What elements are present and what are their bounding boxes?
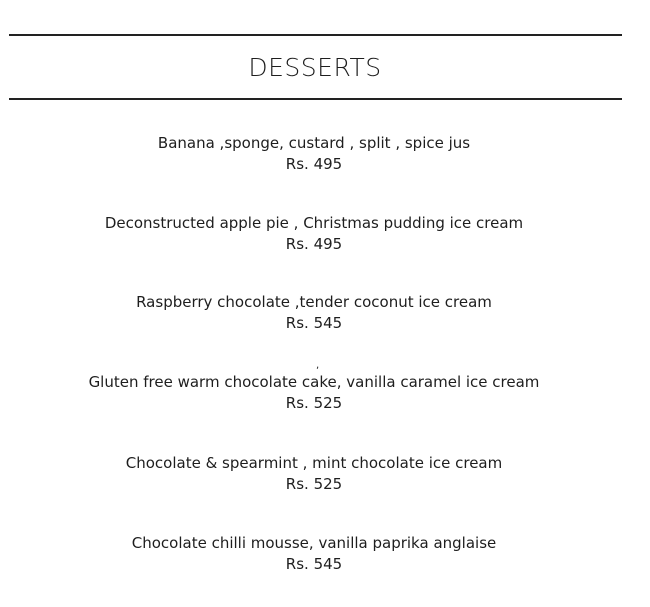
menu-item-name: Chocolate chilli mousse, vanilla paprika anglaise — [131, 534, 497, 552]
stray-mark: , — [316, 360, 320, 371]
menu-item — [0, 533, 628, 575]
menu-item-price: Rs. 495 — [285, 155, 343, 173]
menu-item-price: Rs. 525 — [285, 475, 343, 493]
menu-item-name: Banana ,sponge, custard , split , spice jus — [157, 134, 471, 152]
menu-item-price: Rs. 525 — [285, 394, 343, 412]
menu-item — [0, 213, 628, 255]
menu-item-name: Deconstructed apple pie , Christmas pudding ice cream — [104, 214, 524, 232]
menu-item-name: Raspberry chocolate ,tender coconut ice cream — [136, 293, 492, 311]
menu-item-price: Rs. 495 — [285, 235, 343, 253]
menu-item-name: Chocolate & spearmint , mint chocolate ice cream — [125, 454, 503, 472]
bottom-divider — [9, 98, 622, 100]
menu-item — [0, 453, 628, 495]
menu-item — [0, 133, 628, 175]
menu-item — [0, 292, 628, 334]
menu-item — [0, 372, 628, 414]
menu-item-name: Gluten free warm chocolate cake, vanilla caramel ice cream — [88, 373, 540, 391]
section-title: DESSERTS — [248, 53, 382, 82]
menu-item-price: Rs. 545 — [285, 314, 343, 332]
top-divider — [9, 34, 622, 36]
menu-item-price: Rs. 545 — [285, 555, 343, 573]
